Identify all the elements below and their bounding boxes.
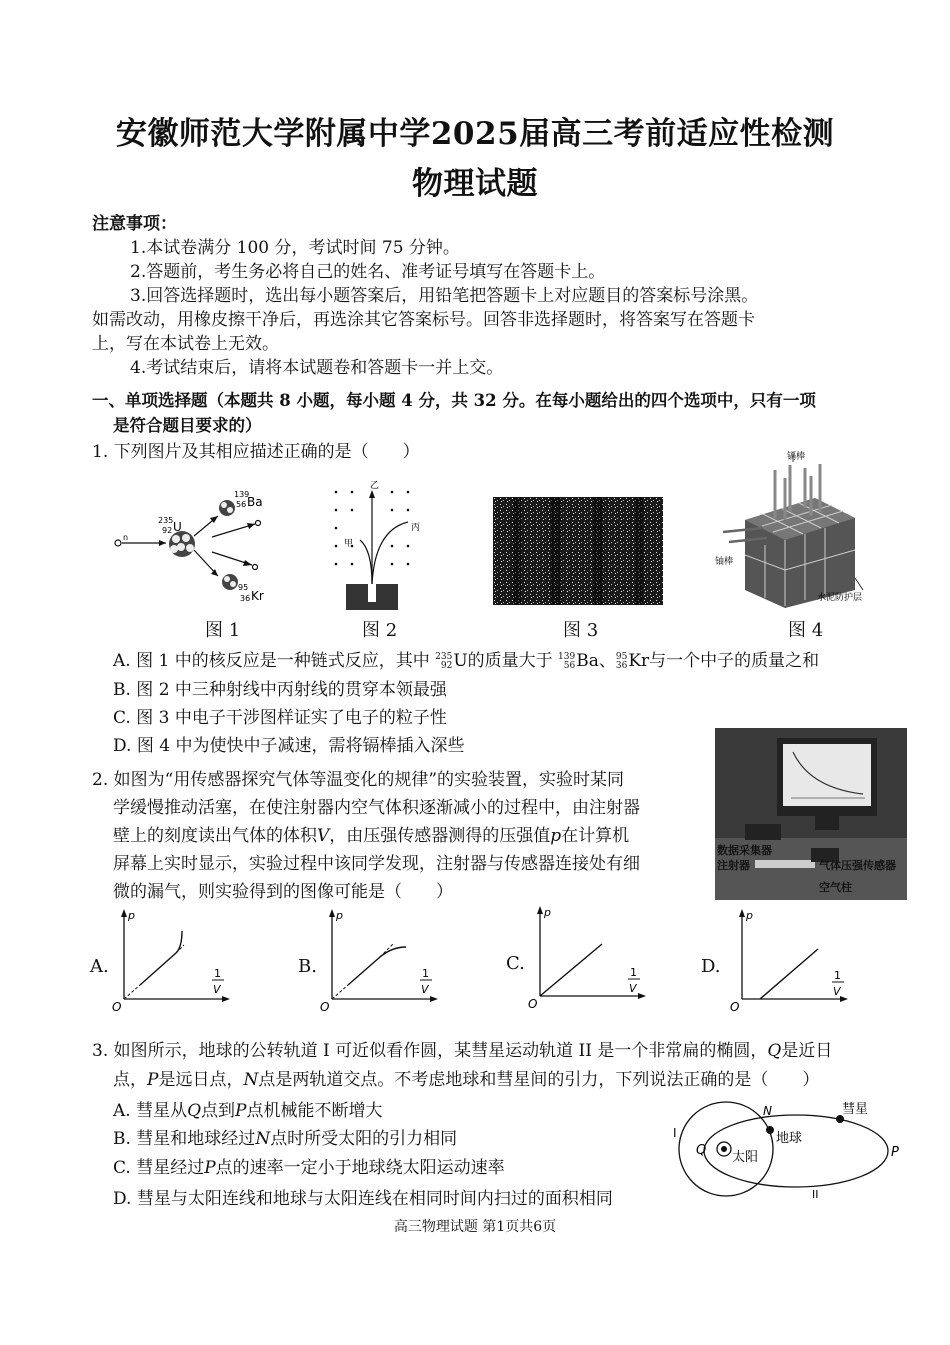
svg-text:235: 235 xyxy=(158,516,174,525)
svg-text:p: p xyxy=(544,906,551,919)
svg-text:注射器: 注射器 xyxy=(717,859,750,872)
syringe-icon xyxy=(755,860,815,868)
svg-text:95: 95 xyxy=(238,583,249,592)
krypton-nucleus-icon xyxy=(222,574,238,590)
reactor-core-diagram xyxy=(715,450,885,610)
svg-text:V: V xyxy=(833,985,841,998)
svg-text:p: p xyxy=(746,909,753,922)
svg-text:地球: 地球 xyxy=(776,1131,803,1146)
question-3-line-1: 3. 如图所示，地球的公转轨道 I 可近似看作圆，某彗星运动轨道 II 是一个非常扁的椭圆，Q是近日 xyxy=(92,1041,833,1061)
question-2-line-4: 屏幕上实时显示，实验过程中该同学发现，注射器与传感器连接处有细 xyxy=(113,854,640,874)
question-2-line-2: 学缓慢推动活塞，在使注射器内空气体积逐渐减小的过程中，由注射器 xyxy=(113,798,640,818)
orbit-diagram xyxy=(668,1095,908,1205)
question-1-option-c[interactable]: C. 图 3 中电子干涉图样证实了电子的粒子性 xyxy=(113,708,447,728)
svg-text:1: 1 xyxy=(834,969,841,982)
svg-text:水泥防护层: 水泥防护层 xyxy=(817,593,863,603)
svg-text:V: V xyxy=(629,982,637,995)
electron-interference-image xyxy=(493,497,663,605)
notice-heading: 注意事项： xyxy=(92,214,177,234)
svg-text:Q: Q xyxy=(696,1143,707,1158)
question-1-option-b[interactable]: B. 图 2 中三种射线中丙射线的贯穿本领最强 xyxy=(113,680,447,700)
svg-text:1: 1 xyxy=(630,966,637,979)
question-3-option-c[interactable]: C. 彗星经过P点的速率一定小于地球绕太阳运动速率 xyxy=(113,1158,505,1178)
radiation-field-diagram xyxy=(330,480,425,610)
svg-text:甲: 甲 xyxy=(344,539,354,549)
svg-text:V: V xyxy=(421,983,429,996)
earth-icon xyxy=(766,1126,774,1134)
figure-2-caption: 图 2 xyxy=(362,620,398,641)
svg-text:I: I xyxy=(673,1126,677,1140)
graph-a-letter[interactable]: A. xyxy=(90,956,109,977)
svg-text:O: O xyxy=(528,997,538,1011)
question-2-line-5: 微的漏气，则实验得到的图像可能是（ ） xyxy=(113,882,453,902)
svg-text:气体压强传感器: 气体压强传感器 xyxy=(819,859,896,872)
svg-text:铀棒: 铀棒 xyxy=(715,557,734,567)
svg-text:139: 139 xyxy=(234,490,250,499)
svg-text:O: O xyxy=(320,1000,330,1014)
svg-text:O: O xyxy=(112,1000,122,1014)
notice-item-1: 1.本试卷满分 100 分，考试时间 75 分钟。 xyxy=(130,238,460,258)
section-1-heading-line-2: 是符合题目要求的） xyxy=(113,416,262,435)
question-3-option-d[interactable]: D. 彗星与太阳连线和地球与太阳连线在相同时间内扫过的面积相同 xyxy=(113,1189,613,1209)
graph-c-letter[interactable]: C. xyxy=(506,953,525,974)
svg-text:1: 1 xyxy=(422,967,429,980)
notice-item-3-line-3: 上，写在本试卷上无效。 xyxy=(92,334,279,354)
graph-d[interactable] xyxy=(728,907,848,1012)
graph-d-letter[interactable]: D. xyxy=(701,956,721,977)
question-3-option-a[interactable]: A. 彗星从Q点到P点机械能不断增大 xyxy=(113,1101,383,1121)
question-2-line-3: 壁上的刻度读出气体的体积V，由压强传感器测得的压强值p在计算机 xyxy=(113,826,630,846)
figure-3-caption: 图 3 xyxy=(563,620,599,641)
question-1-stem: 1. 下列图片及其相应描述正确的是（ ） xyxy=(92,442,420,462)
svg-text:Kr: Kr xyxy=(251,589,264,603)
notice-item-2: 2.答题前，考生务必将自己的姓名、准考证号填写在答题卡上。 xyxy=(130,262,606,282)
svg-text:P: P xyxy=(891,1145,899,1160)
question-1-option-d[interactable]: D. 图 4 中为使快中子减速，需将镉棒插入深些 xyxy=(113,736,465,756)
svg-text:1: 1 xyxy=(214,967,221,980)
svg-text:太阳: 太阳 xyxy=(732,1150,759,1165)
svg-text:空气柱: 空气柱 xyxy=(819,881,852,894)
svg-text:丙: 丙 xyxy=(411,523,421,533)
svg-text:92: 92 xyxy=(162,526,173,535)
svg-text:p: p xyxy=(336,909,343,922)
svg-text:彗星: 彗星 xyxy=(842,1102,869,1117)
uranium-nucleus-icon xyxy=(169,531,195,557)
question-3-option-b[interactable]: B. 彗星和地球经过N点时所受太阳的引力相同 xyxy=(113,1129,458,1149)
barium-nucleus-icon xyxy=(219,500,235,516)
graph-a[interactable] xyxy=(110,907,230,1012)
svg-text:V: V xyxy=(213,983,221,996)
svg-text:36: 36 xyxy=(240,594,251,603)
notice-item-4: 4.考试结束后，请将本试题卷和答题卡一并上交。 xyxy=(130,358,504,378)
question-1-option-a[interactable]: A. 图 1 中的核反应是一种链式反应，其中 235 92U的质量大于 139 56Ba、95 36Kr与一个中子的质量之和 xyxy=(113,651,820,671)
graph-b[interactable] xyxy=(318,907,438,1012)
experiment-apparatus-photo xyxy=(715,728,907,900)
svg-text:乙: 乙 xyxy=(370,481,380,491)
svg-text:56: 56 xyxy=(236,500,247,509)
svg-text:数据采集器: 数据采集器 xyxy=(717,844,772,857)
svg-text:O: O xyxy=(730,1000,740,1014)
question-2-line-1: 2. 如图为“用传感器探究气体等温变化的规律”的实验装置，实验时某同 xyxy=(92,770,625,790)
figure-4-caption: 图 4 xyxy=(788,620,824,641)
neutron-label: n xyxy=(123,533,129,542)
notice-item-3-line-2: 如需改动，用橡皮擦干净后，再选涂其它答案标号。回答非选择题时，将答案写在答题卡 xyxy=(92,310,755,330)
data-collector-icon xyxy=(745,824,781,840)
graph-c[interactable] xyxy=(526,904,646,1009)
graph-b-letter[interactable]: B. xyxy=(298,956,317,977)
notice-item-3-line-1: 3.回答选择题时，选出每小题答案后，用铅笔把答题卡上对应题目的答案标号涂黑。 xyxy=(130,286,759,306)
exam-subtitle: 物理试题 xyxy=(412,166,538,202)
figure-1-caption: 图 1 xyxy=(205,620,241,641)
svg-text:U: U xyxy=(173,520,182,534)
section-1-heading-line-1: 一、单项选择题（本题共 8 小题，每小题 4 分，共 32 分。在每小题给出的四个选项中，只有一项 xyxy=(92,391,816,410)
svg-text:N: N xyxy=(763,1104,772,1118)
fission-diagram xyxy=(110,480,280,610)
svg-text:II: II xyxy=(812,1188,819,1201)
exam-title: 安徽师范大学附属中学2025届高三考前适应性检测 xyxy=(115,116,835,152)
svg-text:p: p xyxy=(128,909,135,922)
svg-text:镉棒: 镉棒 xyxy=(787,452,806,462)
page-footer: 高三物理试题 第1页共6页 xyxy=(393,1219,557,1235)
svg-text:Ba: Ba xyxy=(247,495,263,509)
question-3-line-2: 点，P是远日点，N点是两轨道交点。不考虑地球和彗星间的引力，下列说法正确的是（ ） xyxy=(113,1070,820,1090)
